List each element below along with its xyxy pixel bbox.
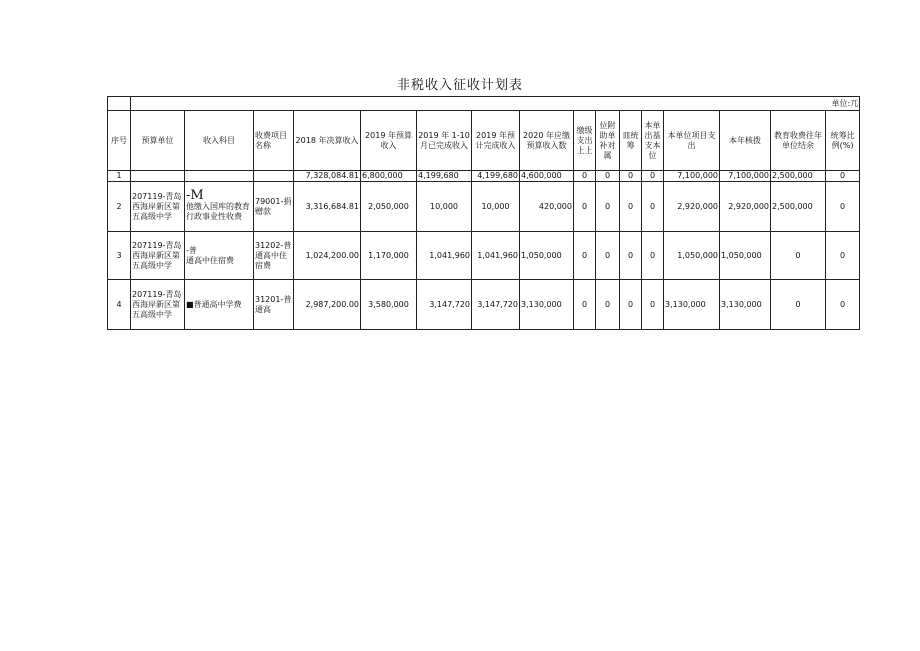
row-2020: 4,600,000: [520, 171, 574, 182]
row-2020: 1,050,000: [520, 232, 574, 280]
unit-row-blank: [108, 97, 131, 111]
row-2019-budget: 1,170,000: [361, 232, 417, 280]
header-cell: 2018 年决算收入: [294, 111, 361, 171]
row-project: 3,130,000: [664, 280, 720, 330]
table-row: [108, 171, 860, 182]
row-c3: 0: [620, 182, 642, 232]
header-cell: 本单出基支本位: [642, 111, 664, 171]
row-2019-done: 10,000: [417, 182, 472, 232]
unit-label: 单位:兀: [131, 97, 860, 111]
row-project: 2,920,000: [664, 182, 720, 232]
row-c3: 0: [620, 232, 642, 280]
header-cell: 收费项目名称: [254, 111, 294, 171]
row-balance: 2,500,000: [771, 182, 826, 232]
row-item: 79001-捐赠款: [254, 182, 294, 232]
header-cell: 2019 年预计完成收入: [472, 111, 520, 171]
row-item: [254, 171, 294, 182]
row-ratio: 0: [826, 182, 860, 232]
header-cell: 预算单位: [131, 111, 185, 171]
row-balance: 0: [771, 232, 826, 280]
row-ratio: 0: [826, 280, 860, 330]
row-2018: 2,987,200.00: [294, 280, 361, 330]
header-cell: 序号: [108, 111, 131, 171]
row-c1: 0: [574, 171, 596, 182]
row-c1: 0: [574, 232, 596, 280]
row-2019-expect: 3,147,720: [472, 280, 520, 330]
page-title: 非税收入征收计划表: [396, 78, 523, 93]
row-2020: 420,000: [520, 182, 574, 232]
row-approved: 7,100,000: [720, 171, 771, 182]
row-item: 31202-普通高中住宿费: [254, 232, 294, 280]
subject-mark: ■: [186, 299, 194, 309]
row-item: 31201-普通高: [254, 280, 294, 330]
row-unit: 207119-青岛西海岸新区第五高级中学: [131, 232, 185, 280]
header-cell: 皿统筹: [620, 111, 642, 171]
row-c3: 0: [620, 171, 642, 182]
row-ratio: 0: [826, 171, 860, 182]
row-2019-expect: 1,041,960: [472, 232, 520, 280]
subject-text: 普通高中学费: [193, 299, 242, 309]
row-c1: 0: [574, 280, 596, 330]
row-project: 1,050,000: [664, 232, 720, 280]
row-c3: 0: [620, 280, 642, 330]
subject-mark: -普: [186, 245, 197, 255]
row-balance: 2,500,000: [771, 171, 826, 182]
row-c4: 0: [642, 182, 664, 232]
row-2019-done: 1,041,960: [417, 232, 472, 280]
row-approved: 2,920,000: [720, 182, 771, 232]
row-c4: 0: [642, 171, 664, 182]
row-no: 3: [108, 232, 131, 280]
row-subject: [185, 171, 254, 182]
row-c2: 0: [596, 171, 620, 182]
table-row: [108, 182, 860, 232]
header-cell: 教育收费往年单位结余: [771, 111, 826, 171]
subject-text: 通高中住宿费: [186, 255, 234, 265]
table-row: [108, 280, 860, 330]
header-cell: 本年核拨: [720, 111, 771, 171]
table-row: [108, 232, 860, 280]
row-2018: 3,316,684.81: [294, 182, 361, 232]
header-cell: 缴级支出上上: [574, 111, 596, 171]
row-2019-expect: 10,000: [472, 182, 520, 232]
row-c2: 0: [596, 182, 620, 232]
row-balance: 0: [771, 280, 826, 330]
row-2019-budget: 3,580,000: [361, 280, 417, 330]
row-2018: 7,328,084.81: [294, 171, 361, 182]
row-no: 1: [108, 171, 131, 182]
row-subject: [185, 280, 254, 330]
row-c1: 0: [574, 182, 596, 232]
row-project: 7,100,000: [664, 171, 720, 182]
row-no: 2: [108, 182, 131, 232]
header-cell: 2019 年 1-10 月已完成收入: [417, 111, 472, 171]
header-cell: 本单位项目支出: [664, 111, 720, 171]
row-unit: 207119-青岛西海岸新区第五高级中学: [131, 182, 185, 232]
row-c4: 0: [642, 232, 664, 280]
header-cell: 位附助单补对属: [596, 111, 620, 171]
row-c2: 0: [596, 280, 620, 330]
row-2020: 3,130,000: [520, 280, 574, 330]
row-2019-expect: 4,199,680: [472, 171, 520, 182]
row-approved: 3,130,000: [720, 280, 771, 330]
header-cell: 统筹比例(%): [826, 111, 860, 171]
row-2019-done: 4,199,680: [417, 171, 472, 182]
row-2019-done: 3,147,720: [417, 280, 472, 330]
row-subject: [185, 232, 254, 280]
unit-row: [108, 97, 860, 111]
row-c2: 0: [596, 232, 620, 280]
row-c4: 0: [642, 280, 664, 330]
row-ratio: 0: [826, 232, 860, 280]
row-2019-budget: 2,050,000: [361, 182, 417, 232]
row-approved: 1,050,000: [720, 232, 771, 280]
row-unit: [131, 171, 185, 182]
header-row: [108, 111, 860, 171]
header-cell: 2019 年预算收入: [361, 111, 417, 171]
subject-mark: -M: [186, 188, 204, 203]
row-no: 4: [108, 280, 131, 330]
header-cell: 收入科目: [185, 111, 254, 171]
row-2018: 1,024,200.00: [294, 232, 361, 280]
subject-text: 他缴入国库的教育行政事业性收费: [186, 202, 250, 221]
row-unit: 207119-青岛西海岸新区第五高级中学: [131, 280, 185, 330]
revenue-plan-table: [107, 96, 860, 330]
header-cell: 2020 年应缴预算收入数: [520, 111, 574, 171]
row-subject: [185, 182, 254, 232]
row-2019-budget: 6,800,000: [361, 171, 417, 182]
